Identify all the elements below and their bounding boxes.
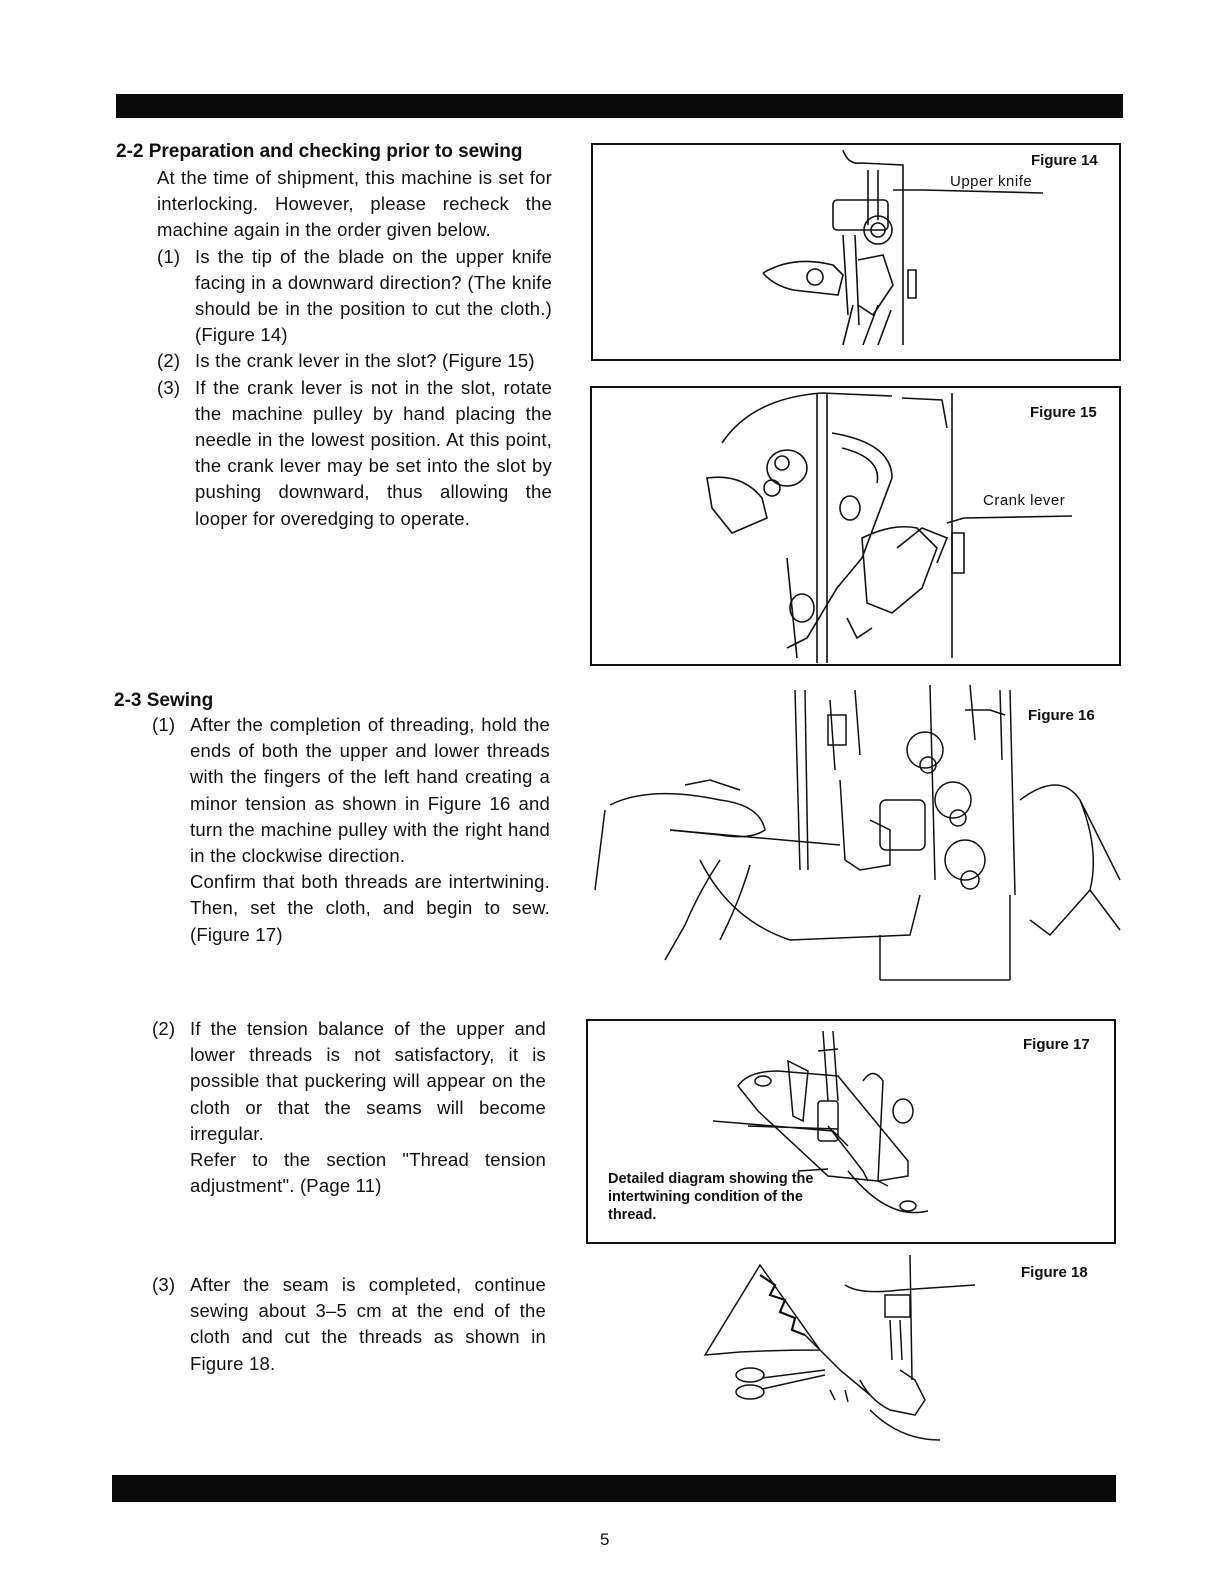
figure-label: Figure 17 xyxy=(1023,1036,1090,1053)
item-text: After the seam is completed, continue sewing about 3–5 cm at the end of the cloth and cut the threads as shown in Figure 18. xyxy=(190,1274,546,1374)
header-bar xyxy=(116,94,1123,118)
item-text: If the crank lever is not in the slot, rotate the machine pulley by hand placing the needle in the lowest position. At this point, the crank lever may be set into the slot by pushing downward, thus allowing the looper for overedging to operate. xyxy=(195,376,552,529)
section-preparation xyxy=(116,141,552,532)
item-text: Is the tip of the blade on the upper knife facing in a downward direction? (The knife should be in the position to cut the cloth.) (Figure 14) xyxy=(195,245,552,346)
figure-15 xyxy=(590,386,1121,666)
section-sewing-end xyxy=(152,1272,546,1377)
figure-callout: Upper knife xyxy=(950,173,1033,190)
item-number: (1) xyxy=(152,714,176,735)
figure-14 xyxy=(591,143,1121,361)
figure-label: Figure 15 xyxy=(1030,404,1097,421)
list-item xyxy=(157,375,552,532)
item-extra: Refer to the section "Thread tension adjustment". (Page 11) xyxy=(190,1149,546,1197)
item-text: If the tension balance of the upper and lower threads is not satisfactory, it is possible that puckering will appear on the cloth or that the seams will become irregular. xyxy=(190,1018,546,1144)
intro-paragraph: At the time of shipment, this machine is set for interlocking. However, please recheck the machine again in the order given below. xyxy=(157,167,552,241)
crank-lever-illustration xyxy=(592,388,1123,668)
item-extra: Confirm that both threads are intertwining. Then, set the cloth, and begin to sew. (Figure 17) xyxy=(190,871,550,945)
item-number: (2) xyxy=(152,1018,176,1039)
item-number: (3) xyxy=(157,376,181,398)
item-number: (3) xyxy=(152,1274,176,1295)
footer-bar xyxy=(112,1475,1116,1502)
section-heading: 2-3 Sewing xyxy=(114,690,214,711)
list-item xyxy=(157,244,552,349)
section-sewing-cont xyxy=(152,1016,546,1199)
item-text: After the completion of threading, hold the ends of both the upper and lower threads with the fingers of the left hand creating a minor tension as shown in Figure 16 and turn the machine pulley with the right hand in the clockwise direction. xyxy=(190,714,550,867)
figure-label: Figure 16 xyxy=(1028,707,1095,724)
item-number: (1) xyxy=(157,245,181,267)
figure-16 xyxy=(590,680,1125,1005)
list-item xyxy=(157,348,552,374)
page-number: 5 xyxy=(600,1530,610,1549)
figure-18 xyxy=(700,1250,1120,1450)
list-item xyxy=(152,1272,546,1377)
upper-knife-illustration xyxy=(593,145,1123,363)
figure-17 xyxy=(586,1019,1116,1244)
figure-label: Figure 18 xyxy=(1021,1264,1088,1281)
figure-label: Figure 14 xyxy=(1031,152,1098,169)
list-item xyxy=(152,1016,546,1199)
item-text: Is the crank lever in the slot? (Figure 15) xyxy=(195,350,535,372)
figure-note: Detailed diagram showing the intertwining condition of the thread. xyxy=(608,1171,814,1223)
item-number: (2) xyxy=(157,350,181,372)
section-sewing xyxy=(114,690,550,948)
figure-callout: Crank lever xyxy=(983,492,1066,509)
section-heading: 2-2 Preparation and checking prior to sewing xyxy=(116,141,523,162)
list-item xyxy=(152,712,550,948)
hands-threading-illustration xyxy=(590,680,1125,1005)
